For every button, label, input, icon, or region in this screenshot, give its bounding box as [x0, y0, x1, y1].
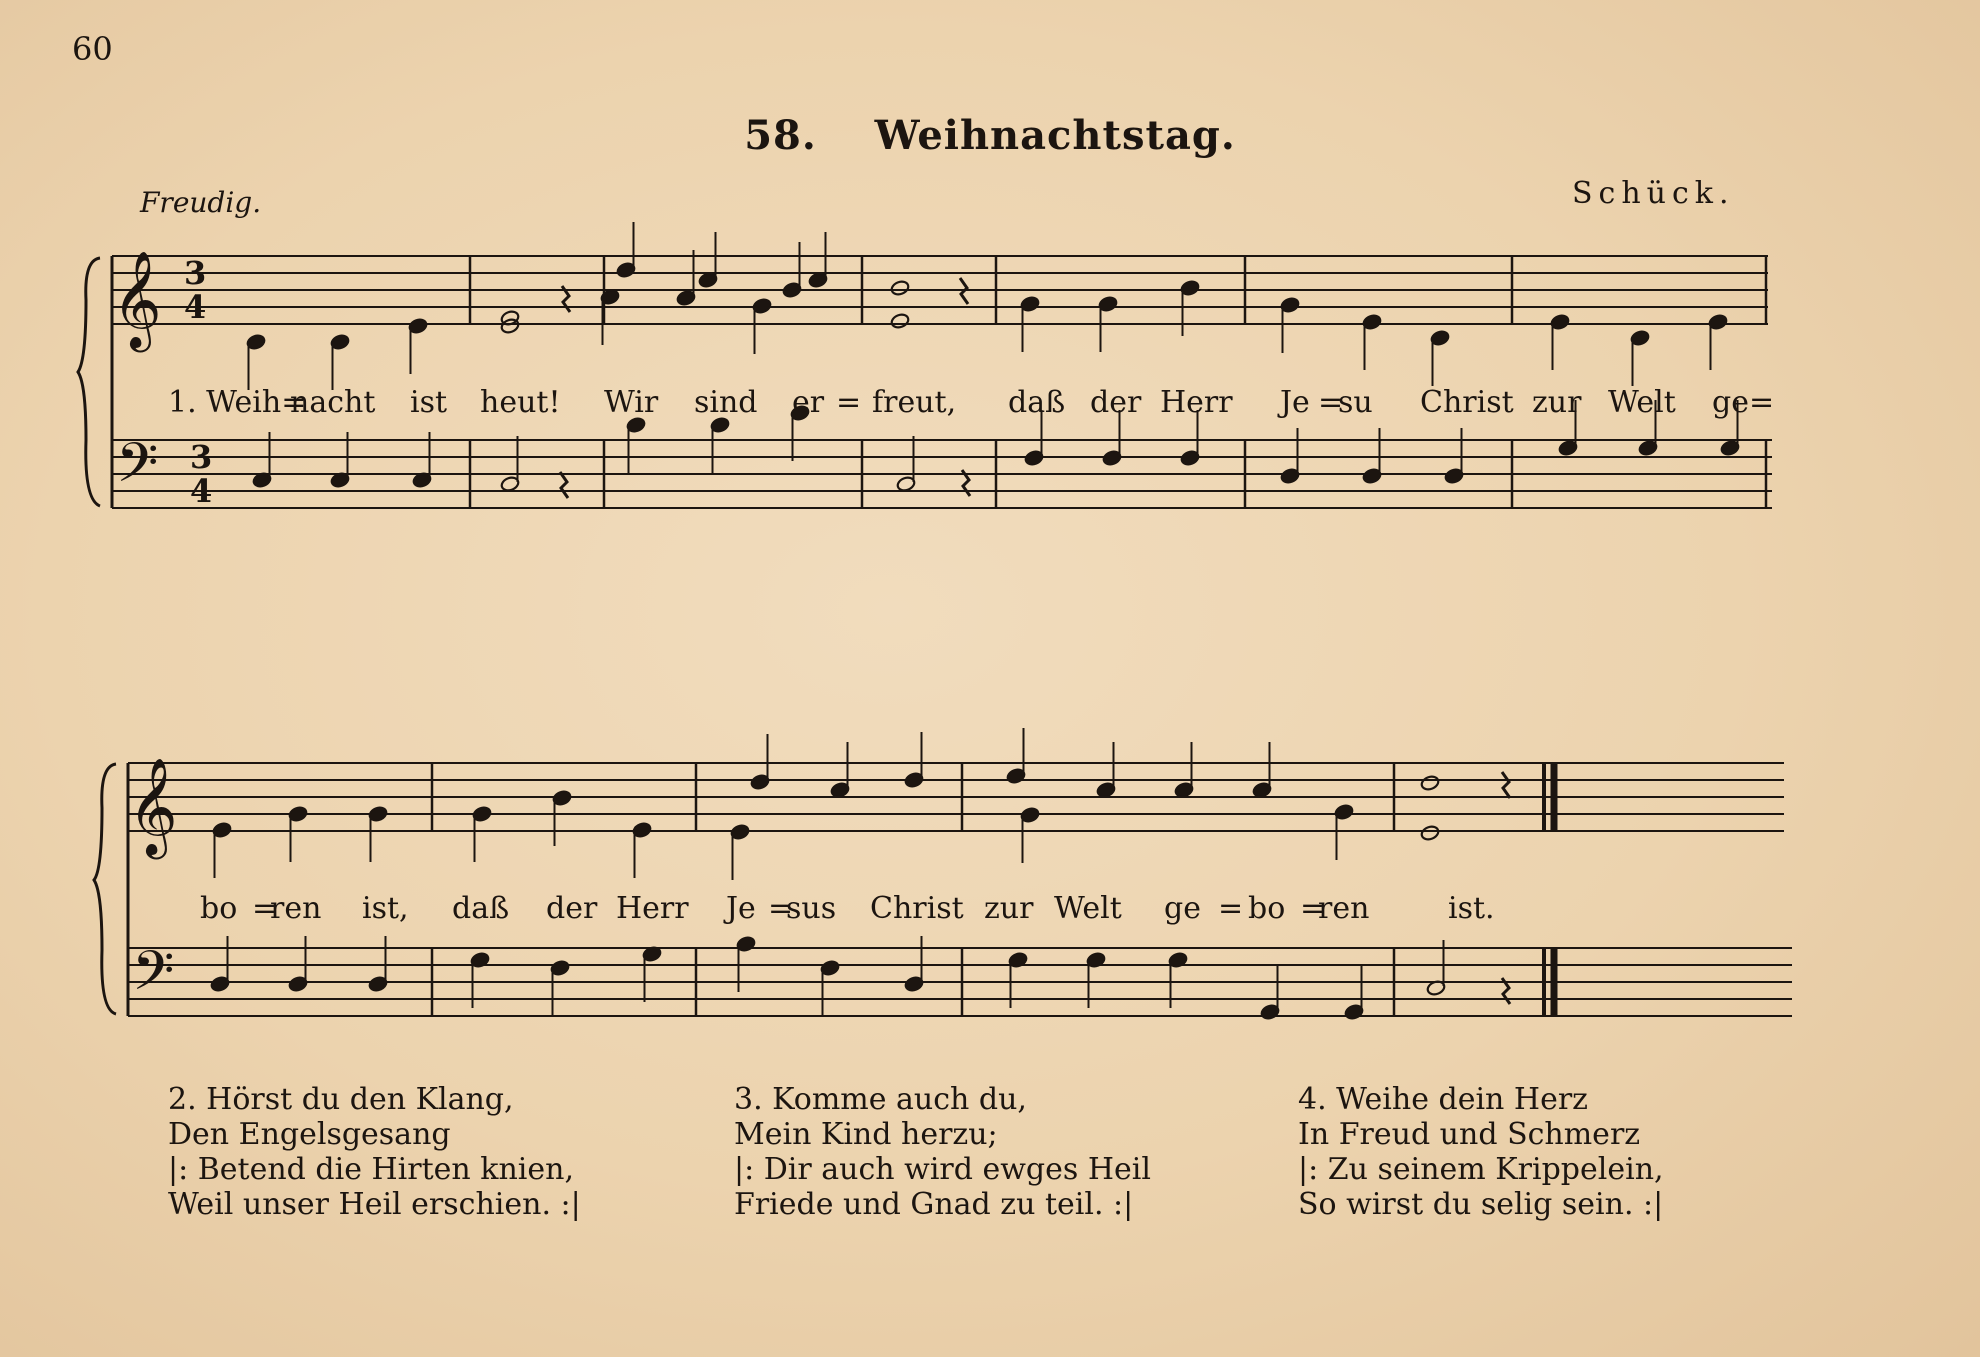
brace [78, 258, 100, 506]
verse-line: 4. Weihe dein Herz [1298, 1082, 1588, 1117]
lyric-syllable: = [1318, 385, 1344, 420]
verse-line: Friede und Gnad zu teil. :| [734, 1187, 1134, 1222]
song-title-text: Weihnachtstag. [874, 112, 1236, 159]
lyric-syllable: ren [1318, 891, 1370, 926]
system1-lyrics [168, 385, 1774, 420]
verse-line: Mein Kind herzu; [734, 1117, 998, 1152]
lyric-syllable: zur [1532, 385, 1582, 420]
verse-line: 3. Komme auch du, [734, 1082, 1027, 1117]
bass-clef: 𝄢 [116, 431, 159, 508]
bass-clef: 𝄢 [132, 939, 175, 1016]
lyric-syllable: Herr [1160, 385, 1233, 420]
treble-note [890, 312, 910, 329]
lyric-syllable: ist, [362, 891, 409, 926]
treble-clef: 𝄞 [128, 757, 178, 855]
lyric-syllable: bo [200, 891, 238, 926]
lyric-syllable: bo [1248, 891, 1286, 926]
verse-line: Weil unser Heil erschien. :| [168, 1187, 581, 1222]
lyric-syllable: freut, [872, 385, 957, 420]
lyric-syllable: daß [1008, 385, 1066, 420]
quarter-rest [560, 472, 568, 498]
verse-line: So wirst du selig sein. :| [1298, 1187, 1664, 1222]
time-signature-digit: 3 [184, 254, 207, 292]
time-signature-digit: 3 [190, 438, 213, 476]
lyric-syllable: nacht [290, 385, 376, 420]
time-signature-digit: 4 [190, 472, 213, 510]
lyric-syllable: Christ [1420, 385, 1514, 420]
lyric-syllable: Welt [1608, 385, 1676, 420]
lyric-syllable: daß [452, 891, 510, 926]
lyric-syllable: 1. Weih= [168, 385, 307, 420]
lyric-syllable: Je [726, 891, 756, 926]
system2-lyrics [200, 891, 1495, 926]
lyric-syllable: heut! [480, 385, 561, 420]
treble-note [890, 279, 910, 296]
song-number: 58. [744, 112, 817, 159]
verse-4 [1298, 1082, 1664, 1222]
lyric-syllable: er [792, 385, 825, 420]
lyric-syllable: Je [1280, 385, 1310, 420]
lyric-syllable: Christ [870, 891, 964, 926]
lyric-syllable: sind [694, 385, 758, 420]
treble-clef: 𝄞 [112, 250, 162, 348]
time-signature-digit: 4 [184, 288, 207, 326]
lyric-syllable: der [546, 891, 598, 926]
lyric-syllable: ge [1164, 891, 1201, 926]
lyric-syllable: = [1218, 891, 1244, 926]
page-number: 60 [72, 30, 113, 68]
lyric-syllable: Welt [1054, 891, 1122, 926]
lyric-syllable: Herr [616, 891, 689, 926]
verse-line: |: Zu seinem Krippelein, [1298, 1152, 1664, 1187]
lyric-syllable: su [1338, 385, 1373, 420]
lyric-syllable: ge= [1712, 385, 1775, 420]
lyric-syllable: ren [270, 891, 322, 926]
treble-note [1420, 774, 1440, 791]
verse-line: Den Engelsgesang [168, 1117, 451, 1152]
composer-name: Schück. [1572, 176, 1735, 211]
tempo-marking: Freudig. [140, 186, 262, 219]
verse-line: In Freud und Schmerz [1298, 1117, 1641, 1152]
lyric-syllable: = [768, 891, 794, 926]
brace [94, 764, 116, 1014]
verse-3 [734, 1082, 1151, 1222]
lyric-syllable: = [836, 385, 862, 420]
verse-line: |: Dir auch wird ewges Heil [734, 1152, 1151, 1187]
verse-line: |: Betend die Hirten knien, [168, 1152, 574, 1187]
lyric-syllable: der [1090, 385, 1142, 420]
treble-note [1420, 824, 1440, 841]
lyric-syllable: = [252, 891, 278, 926]
verse-line: 2. Hörst du den Klang, [168, 1082, 514, 1117]
lyric-syllable: zur [984, 891, 1034, 926]
lyric-syllable: = [1300, 891, 1326, 926]
lyric-syllable: sus [786, 891, 837, 926]
lyric-syllable: Wir [604, 385, 659, 420]
quarter-rest [1502, 772, 1510, 798]
lyric-syllable: ist [410, 385, 448, 420]
lyric-syllable: ist. [1448, 891, 1495, 926]
verse-2 [168, 1082, 581, 1222]
